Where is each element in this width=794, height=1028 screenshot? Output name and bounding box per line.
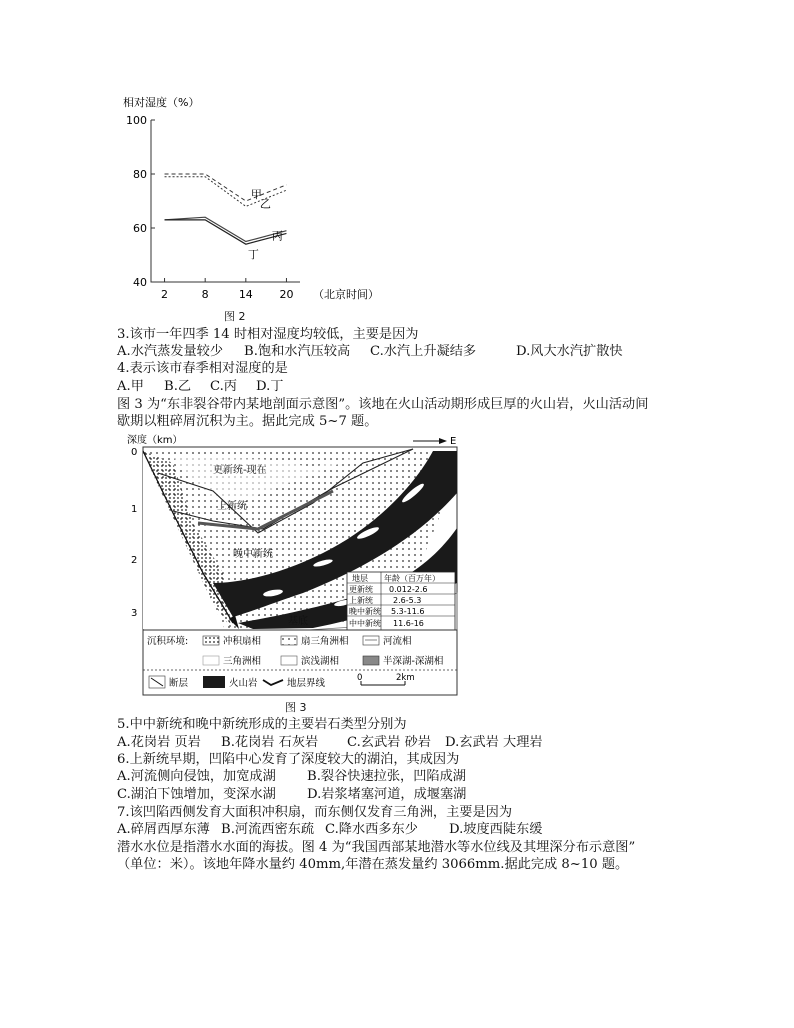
legend-fault: 断层	[169, 678, 189, 689]
question-5-option-b[interactable]: B.花岗岩 石灰岩	[221, 735, 319, 750]
east-label: E	[450, 436, 457, 447]
question-3-option-d[interactable]: D.风大水汽扩散快	[516, 344, 623, 359]
east-arrow	[413, 438, 447, 444]
figure-2-relative-humidity-chart	[115, 92, 385, 307]
depth-tick-2: 2	[131, 555, 138, 566]
x-tick-label: 14	[238, 288, 253, 301]
layer-label-late-miocene: 晚中新统	[233, 549, 273, 560]
legend-volcanic: 火山岩	[229, 678, 258, 689]
question-4-option-a[interactable]: A.甲	[117, 379, 144, 394]
question-5-option-a[interactable]: A.花岗岩 页岩	[117, 735, 201, 750]
table-cell: 上新统	[349, 596, 373, 605]
layer-label-basement: 基底	[288, 616, 308, 627]
figure-3-caption: 图 3	[285, 701, 307, 714]
legend-delta: 三角洲相	[223, 656, 262, 667]
depth-tick-3: 3	[131, 608, 138, 619]
scale-zero: 0	[357, 673, 363, 683]
scale-2km: 2km	[396, 673, 415, 683]
series-label-3: 丙	[271, 229, 283, 243]
table-cell: 5.3-11.6	[391, 607, 425, 616]
question-7-option-b[interactable]: B.河流西密东疏	[221, 822, 315, 837]
series-label-1: 甲	[250, 188, 262, 201]
series-line-4	[165, 220, 287, 244]
y-tick-label: 80	[133, 168, 147, 181]
question-7-option-c[interactable]: C.降水西多东少	[325, 822, 418, 837]
question-3-option-c[interactable]: C.水汽上升凝结多	[370, 344, 477, 359]
x-tick-label: 8	[201, 288, 209, 301]
legend-shallow-lake: 滨浅湖相	[301, 656, 340, 667]
legend-river: 河流相	[383, 636, 412, 647]
chart-y-axis-label: 相对湿度（%）	[123, 96, 200, 109]
series-label-4: 丁	[247, 248, 259, 262]
question-4-option-b[interactable]: B.乙	[164, 379, 192, 394]
question-4-option-c[interactable]: C.丙	[210, 379, 237, 394]
legend-swatch-volcanic	[203, 676, 225, 688]
series-label-2: 乙	[259, 197, 271, 211]
table-head-age: 年龄（百万年）	[384, 574, 440, 583]
y-tick-label: 60	[133, 222, 147, 235]
legend-alluvial-fan: 冲积扇相	[223, 636, 262, 647]
legend-swatch-fan-delta	[281, 636, 297, 645]
humidity-chart-svg	[115, 92, 385, 307]
legend-deep-lake: 半深湖-深湖相	[383, 656, 444, 667]
x-tick-label: 2	[161, 288, 169, 301]
legend-swatch-alluvial-fan	[203, 636, 219, 645]
question-7-stem: 7.该凹陷西侧发育大面积冲积扇，而东侧仅发育三角洲，主要是因为	[117, 805, 513, 820]
table-cell: 晚中新统	[349, 607, 381, 616]
question-4-option-d[interactable]: D.丁	[256, 379, 284, 394]
question-3-option-b[interactable]: B.饱和水汽压较高	[244, 344, 351, 359]
chart-axis-lines	[151, 120, 300, 282]
question-3-option-a[interactable]: A.水汽蒸发量较少	[117, 344, 224, 359]
question-5-option-c[interactable]: C.玄武岩 砂岩	[347, 735, 431, 750]
y-tick-label: 40	[133, 276, 147, 289]
question-7-option-d[interactable]: D.坡度西陡东缓	[449, 822, 543, 837]
intro-figure-3-line-1: 图 3 为“东非裂谷带内某地剖面示意图”。该地在火山活动期形成巨厚的火山岩，火山活动间	[117, 397, 649, 412]
legend-title: 沉积环境:	[147, 636, 189, 647]
layer-label-pleistocene: 更新统-现在	[213, 465, 267, 476]
question-7-option-a[interactable]: A.碎屑西厚东薄	[117, 822, 210, 837]
legend-fan-delta: 扇三角洲相	[301, 636, 349, 647]
rift-profile-svg	[113, 433, 463, 698]
chart-series-labels	[248, 188, 283, 261]
question-6-option-b[interactable]: B.裂谷快速拉张，凹陷成湖	[307, 769, 466, 784]
table-cell: 11.6-16	[393, 619, 424, 628]
table-cell: 更新统	[349, 585, 373, 594]
table-head-stratum: 地层	[352, 574, 368, 583]
intro-figure-4-line-2: （单位：米）。该地年降水量约 40mm,年潜在蒸发量约 3066mm.据此完成 8~10 题。	[117, 857, 629, 872]
depth-axis-label: 深度（km）	[127, 435, 183, 446]
chart-x-axis-unit: （北京时间）	[313, 288, 379, 301]
depth-tick-0: 0	[131, 447, 138, 458]
depth-tick-1: 1	[131, 504, 138, 515]
question-6-option-a[interactable]: A.河流侧向侵蚀，加宽成湖	[117, 769, 276, 784]
legend-swatch-deep-lake	[363, 656, 379, 665]
intro-figure-3-line-2: 歇期以粗碎屑沉积为主。据此完成 5~7 题。	[117, 414, 378, 429]
legend-swatch-shallow-lake	[281, 656, 297, 665]
question-4-stem: 4.表示该市春季相对湿度的是	[117, 361, 288, 376]
legend-boundary: 地层界线	[287, 678, 326, 689]
chart-axes	[151, 120, 300, 282]
question-6-option-c[interactable]: C.湖泊下蚀增加，变深水湖	[117, 787, 276, 802]
layer-label-pliocene: 上新统	[217, 501, 247, 512]
question-6-stem: 6.上新统早期，凹陷中心发育了深度较大的湖泊，其成因为	[117, 752, 460, 767]
table-cell: 0.012-2.6	[389, 585, 428, 594]
intro-figure-4-line-1: 潜水水位是指潜水水面的海拔。图 4 为“我国西部某地潜水等水位线及其埋深分布示意图”	[117, 840, 636, 855]
question-5-option-d[interactable]: D.玄武岩 大理岩	[445, 735, 543, 750]
legend-swatch-river	[363, 636, 379, 645]
question-6-option-d[interactable]: D.岩浆堵塞河道，成堰塞湖	[307, 787, 467, 802]
question-5-stem: 5.中中新统和晚中新统形成的主要岩石类型分别为	[117, 717, 407, 732]
figure-2-caption: 图 2	[224, 310, 246, 323]
y-tick-label: 100	[126, 114, 147, 127]
legend-row-2	[203, 655, 444, 667]
question-3-stem: 3.该市一年四季 14 时相对湿度均较低，主要是因为	[117, 327, 419, 342]
legend-swatch-delta	[203, 656, 219, 665]
figure-3-rift-profile	[113, 433, 463, 698]
stratigraphy-age-table	[347, 572, 455, 630]
table-cell: 中中新统	[349, 619, 381, 628]
x-tick-label: 20	[279, 288, 294, 301]
table-cell: 2.6-5.3	[393, 596, 422, 605]
